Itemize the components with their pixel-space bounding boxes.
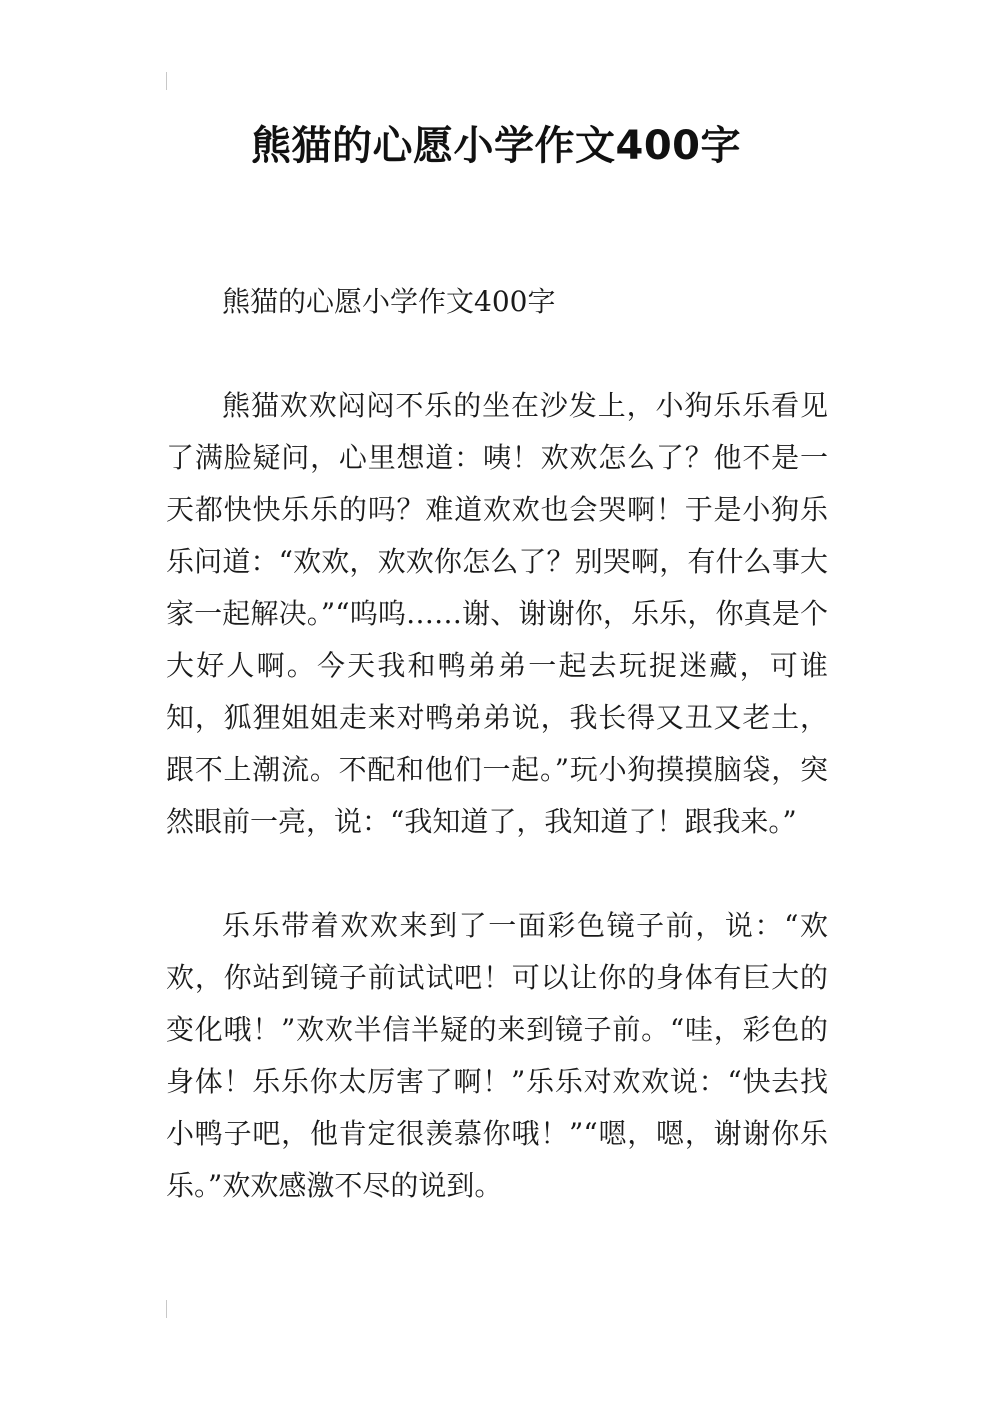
body-subtitle: 熊猫的心愿小学作文400字	[222, 285, 556, 318]
page-title: 熊猫的心愿小学作文400字	[251, 123, 741, 169]
paragraph-1: 熊猫欢欢闷闷不乐的坐在沙发上，小狗乐乐看见了满脸疑问，心里想道：咦！欢欢怎么了？他不是一天都快快乐乐的吗？难道欢欢也会哭啊！于是小狗乐乐问道：“欢欢，欢欢你怎么了？别哭啊，有什么事大家一起解决。”“呜呜……谢、谢谢你，乐乐，你真是个大好人啊。今天我和鸭弟弟一起去玩捉迷藏，可谁知，狐狸姐姐走来对鸭弟弟说，我长得又丑又老土，跟不上潮流。不配和他们一起。”玩小狗摸摸脑袋，突然眼前一亮，说：“我知道了，我知道了！跟我来。”	[166, 389, 828, 838]
paragraph-2: 乐乐带着欢欢来到了一面彩色镜子前，说：“欢欢，你站到镜子前试试吧！可以让你的身体有巨大的变化哦！”欢欢半信半疑的来到镜子前。“哇，彩色的身体！乐乐你太厉害了啊！”乐乐对欢欢说：“快去找小鸭子吧，他肯定很羡慕你哦！”“嗯，嗯，谢谢你乐乐。”欢欢感激不尽的说到。	[166, 909, 828, 1202]
crop-mark-bottom	[166, 1300, 167, 1318]
document-body	[166, 276, 828, 1212]
crop-mark-top	[166, 72, 167, 90]
